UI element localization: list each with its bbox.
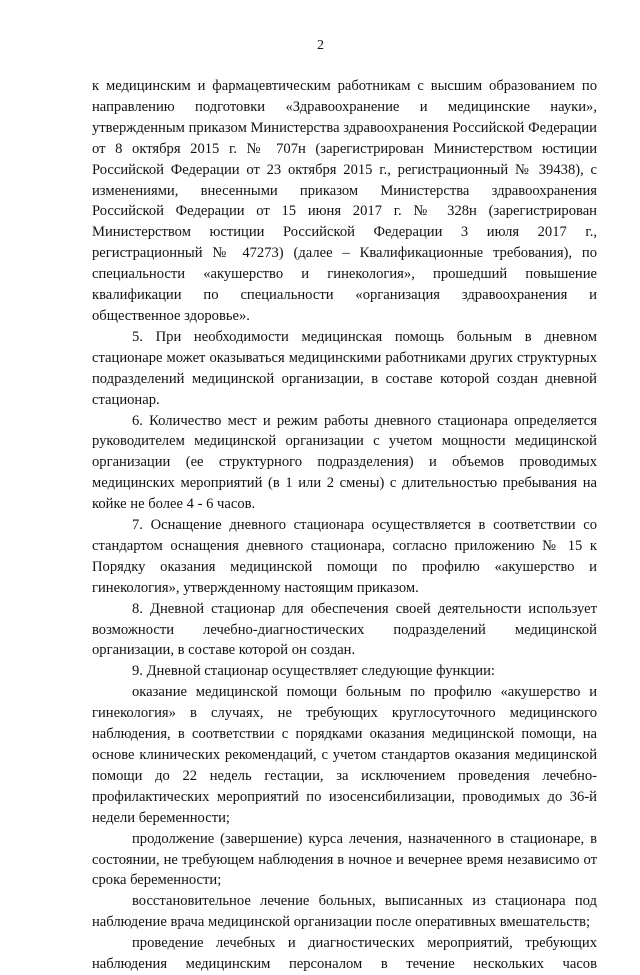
paragraph-qualification-requirements: к медицинским и фармацевтическим работникам с высшим образованием по направлению подготовки «Здравоохранение и медицинские науки», утвержденным приказом Министерства здравоохранения Российской Федерации от 8 октября 2015 г. № 707н (зарегистрирован Министерством юстиции Российской Федерации от 23 октября 2015 г., регистрационный № 39438), с изменениями, внесенными приказом Министерства здравоохранения Российской Федерации от 15 июня 2017 г. № 328н (зарегистрирован Министерством юстиции Российской Федерации 3 июля 2017 г., регистрационный № 47273) (далее – Квалификационные требования), по специальности «акушерство и гинекология», прошедший повышение квалификации по специальности «организация здравоохранения и общественное здоровье». [92,78,597,324]
function-item-continuation: продолжение (завершение) курса лечения, назначенного в стационаре, в состоянии, не требующем наблюдения в ночное и вечернее время независимо от срока беременности; [92,830,597,889]
paragraph-item-7: 7. Оснащение дневного стационара осуществляется в соответствии со стандартом оснащения дневного стационара, согласно приложению № 15 к Порядку оказания медицинской помощи по профилю «акушерство и гинекология», утвержденному настоящим приказом. [92,517,597,596]
paragraph-item-5: 5. При необходимости медицинская помощь больным в дневном стационаре может оказываться медицинскими работниками других структурных подразделений медицинской организации, в составе которой создан дневной стационар. [92,328,597,408]
page-number: 2 [317,38,324,53]
function-item-care: оказание медицинской помощи больным по профилю «акушерство и гинекология» в случаях, не требующих круглосуточного медицинского наблюдения, в соответствии с порядками оказания медицинской помощи, на основе клинических рекомендаций, с учетом стандартов оказания медицинской помощи до 22 недель гестации, за исключением проведения лечебно-профилактических мероприятий по изосенсибилизации, проводимых до 36-й недели беременности; [92,684,597,826]
paragraph-item-9: 9. Дневной стационар осуществляет следующие функции: [132,663,495,680]
function-item-rehabilitation: восстановительное лечение больных, выписанных из стационара под наблюдение врача медицинской организации после оперативных вмешательств; [92,893,597,931]
paragraph-item-6: 6. Количество мест и режим работы дневного стационара определяется руководителем медицинской организации с учетом мощности медицинской организации (ее структурного подразделения) и объемов проводимых медицинских мероприятий (в 1 или 2 смены) с длительностью пребывания на койке не более 4 - 6 часов. [92,412,597,513]
paragraph-item-8: 8. Дневной стационар для обеспечения своей деятельности использует возможности лечебно-диагностических подразделений медицинской организации, в составе которой он создан. [92,600,597,659]
document-body [92,76,597,975]
function-item-procedures: проведение лечебных и диагностических мероприятий, требующих наблюдения медицинским персоналом в течение нескольких часов [92,935,597,973]
